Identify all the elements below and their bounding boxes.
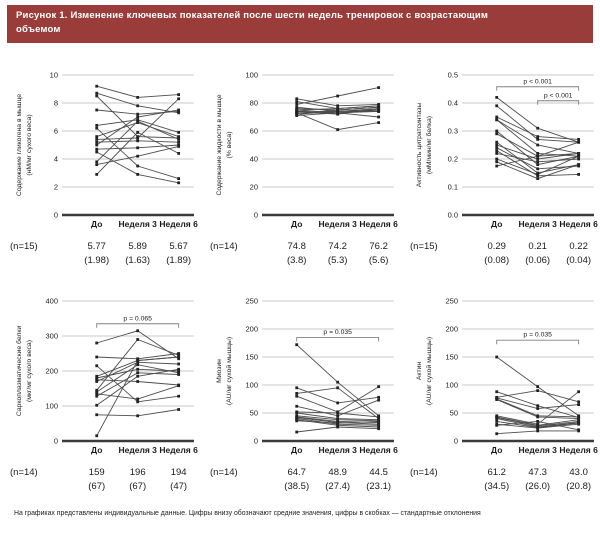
p-value-label: p < 0.001: [543, 91, 573, 99]
sd-value: (67): [88, 480, 106, 492]
data-point-marker: [177, 384, 180, 387]
data-point-marker: [177, 108, 180, 111]
data-point-marker: [136, 115, 139, 118]
x-tick-label: До: [291, 218, 303, 229]
data-point-marker: [495, 146, 498, 149]
data-point-marker: [495, 143, 498, 146]
data-point-marker: [177, 394, 180, 397]
data-point-marker: [577, 157, 580, 160]
chart-panel-2: [200, 65, 400, 277]
data-point-marker: [136, 154, 139, 157]
data-point-marker: [95, 84, 98, 87]
data-point-marker: [577, 154, 580, 157]
data-point-marker: [295, 411, 298, 414]
y-tick-label: 80: [249, 98, 258, 107]
data-point-marker: [377, 385, 380, 388]
x-tick-label: Неделя 3: [518, 444, 557, 455]
data-point-marker: [495, 96, 498, 99]
data-point-marker: [295, 105, 298, 108]
x-tick-label: До: [291, 444, 303, 455]
data-point-marker: [536, 167, 539, 170]
y-tick-label: 150: [445, 352, 458, 361]
y-tick-label: 0.1: [447, 182, 458, 191]
data-point-marker: [95, 403, 98, 406]
y-axis-label: Актин: [416, 361, 423, 380]
data-point-marker: [95, 124, 98, 127]
y-tick-label: 50: [449, 408, 458, 417]
figure-footnote: На графиках представлены индивидуальные данные. Цифры внизу обозначают средние значения, цифры в скобках — стандартные отклонения: [14, 509, 481, 517]
y-tick-label: 8: [53, 98, 58, 107]
data-point-marker: [295, 394, 298, 397]
sd-value: (67): [129, 480, 147, 492]
mean-value: 61.2: [487, 466, 506, 478]
data-point-marker: [495, 164, 498, 167]
data-point-marker: [336, 386, 339, 389]
data-point-marker: [536, 385, 539, 388]
data-point-marker: [536, 407, 539, 410]
mean-value: 5.67: [169, 240, 188, 252]
data-point-marker: [536, 429, 539, 432]
data-point-marker: [136, 338, 139, 341]
data-point-marker: [495, 104, 498, 107]
y-tick-label: 150: [245, 352, 258, 361]
y-tick-label: 0: [53, 210, 58, 219]
data-point-marker: [377, 395, 380, 398]
data-point-marker: [295, 419, 298, 422]
data-point-marker: [336, 425, 339, 428]
mean-value: 0.21: [528, 240, 547, 252]
chart-panel-6: [400, 291, 600, 503]
data-point-marker: [95, 94, 98, 97]
sd-value: (26.0): [525, 480, 551, 492]
n-label: (n=15): [10, 240, 38, 252]
data-point-marker: [495, 160, 498, 163]
y-tick-label: 4: [53, 154, 58, 163]
y-tick-label: 0: [253, 210, 258, 219]
data-point-marker: [536, 163, 539, 166]
data-point-marker: [177, 145, 180, 148]
sd-value: (3.8): [286, 254, 307, 266]
mean-value: 196: [129, 466, 146, 478]
sd-value: (0.08): [484, 254, 510, 266]
y-axis-label: Миозин: [216, 358, 223, 383]
data-point-marker: [177, 177, 180, 180]
y-tick-label: 0: [53, 436, 58, 445]
data-point-marker: [95, 163, 98, 166]
y-axis-label: Содержание жидкости в мышце: [216, 93, 223, 196]
y-tick-label: 200: [245, 324, 258, 333]
data-point-marker: [336, 94, 339, 97]
data-point-marker: [336, 414, 339, 417]
data-point-marker: [95, 126, 98, 129]
data-point-marker: [377, 398, 380, 401]
data-point-marker: [536, 160, 539, 163]
figure-title-banner: [7, 5, 593, 43]
x-tick-label: Неделя 6: [559, 444, 598, 455]
x-tick-label: Неделя 3: [318, 444, 357, 455]
data-point-marker: [577, 422, 580, 425]
significance-bracket: [497, 340, 579, 344]
y-tick-label: 250: [245, 296, 258, 305]
data-point-marker: [177, 138, 180, 141]
data-point-marker: [95, 355, 98, 358]
data-point-marker: [295, 404, 298, 407]
y-tick-label: 100: [245, 380, 258, 389]
x-tick-label: Неделя 6: [159, 444, 198, 455]
y-tick-label: 250: [445, 296, 458, 305]
sd-value: (1.89): [166, 254, 192, 266]
data-point-marker: [95, 150, 98, 153]
data-point-marker: [577, 390, 580, 393]
data-point-marker: [336, 111, 339, 114]
data-point-marker: [577, 152, 580, 155]
p-value-label: p = 0.065: [123, 314, 152, 322]
data-point-marker: [495, 149, 498, 152]
data-point-marker: [377, 115, 380, 118]
data-point-marker: [536, 157, 539, 160]
data-point-marker: [536, 415, 539, 418]
data-point-marker: [295, 97, 298, 100]
line-chart-1: [0, 65, 200, 277]
x-tick-label: Неделя 6: [359, 444, 398, 455]
y-axis-label: Саркоплазматические белки: [16, 325, 23, 416]
data-point-marker: [95, 434, 98, 437]
data-point-marker: [136, 367, 139, 370]
data-point-marker: [136, 173, 139, 176]
data-point-marker: [536, 154, 539, 157]
data-point-marker: [177, 408, 180, 411]
y-tick-label: 200: [45, 366, 58, 375]
data-point-marker: [377, 110, 380, 113]
x-tick-label: Неделя 3: [518, 218, 557, 229]
n-label: (n=15): [410, 240, 438, 252]
sd-value: (5.6): [368, 254, 389, 266]
line-chart-5: [200, 291, 400, 503]
data-point-marker: [495, 157, 498, 160]
sd-value: (1.63): [125, 254, 151, 266]
data-point-marker: [336, 128, 339, 131]
data-point-marker: [136, 374, 139, 377]
data-point-marker: [377, 420, 380, 423]
chart-panel-1: [0, 65, 200, 277]
data-point-marker: [136, 397, 139, 400]
y-tick-label: 40: [249, 154, 258, 163]
y-tick-label: 0.4: [447, 98, 458, 107]
data-point-marker: [136, 96, 139, 99]
data-point-marker: [495, 432, 498, 435]
data-point-marker: [377, 415, 380, 418]
y-tick-label: 0.2: [447, 154, 458, 163]
n-label: (n=14): [210, 466, 238, 478]
data-point-marker: [95, 135, 98, 138]
p-value-label: p = 0.035: [323, 328, 352, 336]
data-point-marker: [295, 100, 298, 103]
mean-value: 48.9: [328, 466, 347, 478]
data-point-marker: [95, 413, 98, 416]
data-point-marker: [136, 380, 139, 383]
y-tick-label: 50: [249, 408, 258, 417]
sd-value: (0.06): [525, 254, 551, 266]
data-point-marker: [377, 121, 380, 124]
data-point-marker: [495, 420, 498, 423]
data-point-marker: [295, 430, 298, 433]
subject-line: [97, 86, 179, 97]
y-axis-label: Активность цитратсинтазы: [416, 102, 423, 187]
y-tick-label: 300: [45, 331, 58, 340]
data-point-marker: [577, 429, 580, 432]
data-point-marker: [177, 135, 180, 138]
y-axis-label-units: (мкг/мг сухого веса): [26, 339, 33, 402]
data-point-marker: [95, 394, 98, 397]
y-axis-label-units: (нМ/мг сухого веса): [26, 113, 33, 176]
data-point-marker: [495, 118, 498, 121]
data-point-marker: [177, 355, 180, 358]
subject-line: [97, 330, 179, 358]
y-tick-label: 100: [45, 401, 58, 410]
y-axis-label-units: (% веса): [226, 131, 233, 158]
data-point-marker: [377, 105, 380, 108]
data-point-marker: [336, 380, 339, 383]
sd-value: (23.1): [366, 480, 392, 492]
data-point-marker: [95, 140, 98, 143]
x-tick-label: Неделя 6: [359, 218, 398, 229]
figure-title-line1: Рисунок 1. Изменение ключевых показателей после шести недель тренировок с возрастающим: [16, 10, 489, 21]
data-point-marker: [495, 115, 498, 118]
data-point-marker: [136, 371, 139, 374]
mean-value: 0.22: [569, 240, 588, 252]
mean-value: 5.77: [87, 240, 106, 252]
data-point-marker: [177, 140, 180, 143]
y-tick-label: 6: [53, 126, 58, 135]
y-tick-label: 0.5: [447, 70, 458, 79]
data-point-marker: [136, 119, 139, 122]
y-tick-label: 0: [253, 436, 258, 445]
y-tick-label: 0.3: [447, 126, 458, 135]
data-point-marker: [536, 126, 539, 129]
y-tick-label: 100: [245, 70, 258, 79]
data-point-marker: [536, 420, 539, 423]
data-point-marker: [295, 386, 298, 389]
data-point-marker: [536, 138, 539, 141]
x-tick-label: Неделя 6: [559, 218, 598, 229]
x-tick-label: Неделя 6: [159, 218, 198, 229]
chart-panel-5: [200, 291, 400, 503]
data-point-marker: [295, 114, 298, 117]
y-tick-label: 100: [445, 380, 458, 389]
n-label: (n=14): [10, 466, 38, 478]
data-point-marker: [95, 91, 98, 94]
data-point-marker: [136, 131, 139, 134]
data-point-marker: [577, 140, 580, 143]
data-point-marker: [177, 152, 180, 155]
p-value-label: p < 0.001: [523, 77, 552, 85]
x-tick-label: Неделя 3: [118, 218, 157, 229]
n-label: (n=14): [410, 466, 438, 478]
data-point-marker: [336, 104, 339, 107]
data-point-marker: [536, 389, 539, 392]
data-point-marker: [177, 373, 180, 376]
data-point-marker: [136, 414, 139, 417]
data-point-marker: [136, 400, 139, 403]
data-point-marker: [136, 139, 139, 142]
sd-value: (34.5): [484, 480, 510, 492]
mean-value: 74.2: [328, 240, 347, 252]
data-point-marker: [177, 131, 180, 134]
data-point-marker: [336, 421, 339, 424]
data-point-marker: [536, 143, 539, 146]
subject-line: [97, 122, 179, 136]
y-axis-label: Содержание гликогена в мышце: [16, 93, 23, 196]
sd-value: (5.3): [327, 254, 348, 266]
mean-value: 43.0: [569, 466, 588, 478]
x-tick-label: До: [491, 444, 503, 455]
data-point-marker: [536, 177, 539, 180]
data-point-marker: [577, 138, 580, 141]
data-point-marker: [495, 417, 498, 420]
y-tick-label: 60: [249, 126, 258, 135]
data-point-marker: [136, 164, 139, 167]
n-label: (n=14): [210, 240, 238, 252]
y-tick-label: 0: [453, 436, 458, 445]
x-tick-label: До: [91, 444, 103, 455]
data-point-marker: [495, 390, 498, 393]
mean-value: 0.29: [487, 240, 506, 252]
data-point-marker: [95, 380, 98, 383]
data-point-marker: [136, 104, 139, 107]
data-point-marker: [536, 426, 539, 429]
data-point-marker: [95, 173, 98, 176]
data-point-marker: [136, 359, 139, 362]
data-point-marker: [495, 355, 498, 358]
data-point-marker: [295, 392, 298, 395]
y-tick-label: 2: [53, 182, 58, 191]
data-point-marker: [177, 93, 180, 96]
data-point-marker: [295, 103, 298, 106]
y-tick-label: 0.0: [447, 210, 458, 219]
data-point-marker: [377, 86, 380, 89]
x-tick-label: Неделя 3: [118, 444, 157, 455]
data-point-marker: [536, 152, 539, 155]
sd-value: (1.98): [84, 254, 110, 266]
mean-value: 159: [88, 466, 105, 478]
data-point-marker: [136, 329, 139, 332]
figure-title-line2: объемом: [16, 24, 61, 36]
y-axis-label-units: (мМ/мин/мг белка): [426, 115, 433, 174]
data-point-marker: [495, 129, 498, 132]
sd-value: (20.8): [566, 480, 592, 492]
data-point-marker: [136, 112, 139, 115]
y-axis-label-units: (AU/мг сухой мышцы): [426, 336, 433, 405]
data-point-marker: [377, 427, 380, 430]
data-point-marker: [336, 411, 339, 414]
p-value-label: p = 0.035: [523, 331, 552, 339]
data-point-marker: [177, 97, 180, 100]
significance-bracket: [297, 337, 379, 341]
mean-value: 5.89: [128, 240, 147, 252]
data-point-marker: [177, 181, 180, 184]
data-point-marker: [95, 160, 98, 163]
data-point-marker: [577, 403, 580, 406]
data-point-marker: [136, 146, 139, 149]
data-point-marker: [495, 152, 498, 155]
data-point-marker: [336, 401, 339, 404]
mean-value: 64.7: [287, 466, 306, 478]
data-point-marker: [577, 400, 580, 403]
y-axis-label-units: (AU/мг сухой мышцы): [226, 336, 233, 405]
data-point-marker: [536, 135, 539, 138]
line-chart-4: [0, 291, 200, 503]
mean-value: 194: [170, 466, 187, 478]
data-point-marker: [95, 108, 98, 111]
line-chart-2: [200, 65, 400, 277]
data-point-marker: [536, 173, 539, 176]
sd-value: (38.5): [284, 480, 310, 492]
data-point-marker: [536, 404, 539, 407]
data-point-marker: [95, 341, 98, 344]
significance-bracket: [497, 86, 579, 90]
line-chart-3: [400, 65, 600, 277]
y-tick-label: 200: [445, 324, 458, 333]
charts-grid: [0, 65, 600, 503]
data-point-marker: [495, 398, 498, 401]
data-point-marker: [577, 163, 580, 166]
data-point-marker: [95, 364, 98, 367]
mean-value: 47.3: [528, 466, 547, 478]
line-chart-6: [400, 291, 600, 503]
sd-value: (27.4): [325, 480, 351, 492]
data-point-marker: [177, 367, 180, 370]
data-point-marker: [136, 136, 139, 139]
y-tick-label: 20: [249, 182, 258, 191]
mean-value: 74.8: [287, 240, 306, 252]
y-tick-label: 400: [45, 296, 58, 305]
sd-value: (0.04): [566, 254, 592, 266]
data-point-marker: [495, 423, 498, 426]
data-point-marker: [577, 173, 580, 176]
chart-panel-4: [0, 291, 200, 503]
data-point-marker: [136, 363, 139, 366]
data-point-marker: [295, 343, 298, 346]
significance-bracket: [97, 323, 179, 327]
data-point-marker: [95, 147, 98, 150]
mean-value: 44.5: [369, 466, 388, 478]
x-tick-label: До: [91, 218, 103, 229]
x-tick-label: Неделя 3: [318, 218, 357, 229]
chart-panel-3: [400, 65, 600, 277]
data-point-marker: [177, 362, 180, 365]
data-point-marker: [495, 132, 498, 135]
sd-value: (47): [170, 480, 188, 492]
data-point-marker: [495, 140, 498, 143]
data-point-marker: [95, 392, 98, 395]
data-point-marker: [95, 143, 98, 146]
data-point-marker: [95, 138, 98, 141]
y-tick-label: 10: [49, 70, 58, 79]
mean-value: 76.2: [369, 240, 388, 252]
x-tick-label: До: [491, 218, 503, 229]
